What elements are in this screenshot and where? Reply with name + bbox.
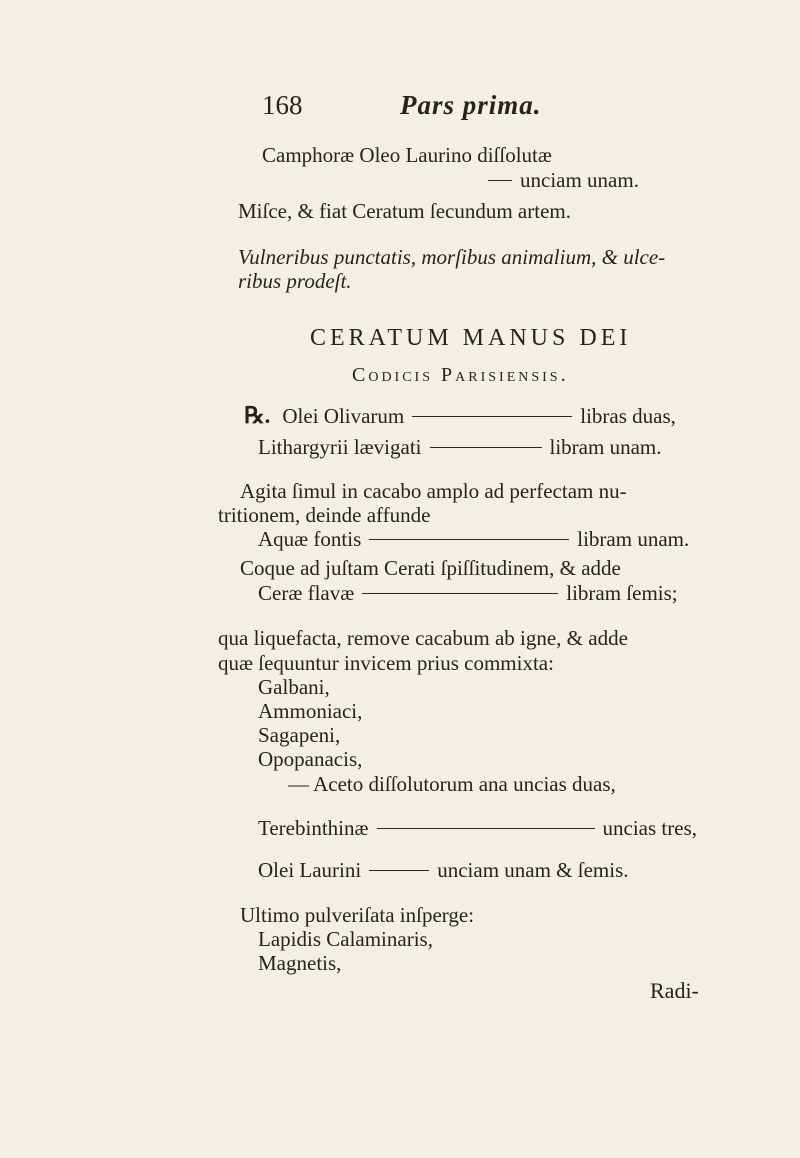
gum-item: Ammoniaci, (258, 699, 363, 723)
ingredient-name: Aquæ fontis (258, 527, 362, 551)
gum-item: Opopanacis, (258, 747, 363, 771)
ingredient-quantity: unciam unam & ſemis. (437, 858, 629, 882)
dash-rule (369, 539, 569, 540)
recipe-aquae-line (258, 526, 689, 552)
page-number: 168 (262, 90, 303, 120)
gum-item: Galbani, (258, 675, 330, 699)
coque-line-1: Coque ad juſtam Cerati ſpiſſitudinem, & adde (240, 556, 621, 580)
ingredient-name: Olei Laurini (258, 858, 362, 882)
ingredient-quantity: uncias tres, (602, 816, 697, 840)
running-title: Pars prima. (400, 90, 542, 120)
gum-item: Sagapeni, (258, 723, 341, 747)
recipe-lithargyrii-line (258, 434, 662, 460)
agita-line-1: Agita ſimul in cacabo amplo ad perfectam nu- (240, 479, 627, 503)
use-line-2: ribus prodeſt. (238, 269, 352, 293)
intro-quantity: unciam unam. (520, 168, 639, 192)
ingredient-name: Lithargyrii lævigati (258, 435, 422, 459)
dash-rule (488, 180, 512, 181)
ingredient-quantity: libras duas, (580, 404, 676, 428)
catchword: Radi- (650, 978, 699, 1003)
ultimo-line: Ultimo pulveriſata inſperge: (240, 903, 475, 927)
powder-item: Magnetis, (258, 951, 342, 975)
powder-item: Lapidis Calaminaris, (258, 927, 433, 951)
dash-rule (412, 416, 572, 417)
recipe-cerae-line (258, 580, 678, 606)
dash-rule (377, 828, 595, 829)
recipe-symbol: ℞. (244, 403, 271, 428)
intro-line-2 (480, 167, 639, 193)
aceto-line: — Aceto diſſolutorum ana uncias duas, (288, 772, 616, 796)
qua-line-2: quæ ſequuntur invicem prius commixta: (218, 651, 554, 675)
qua-line-1: qua liquefacta, remove cacabum ab igne, & adde (218, 626, 628, 650)
dash-rule (369, 870, 429, 871)
recipe-laurini-line (258, 857, 629, 883)
use-line-1: Vulneribus punctatis, morſibus animalium, & ulce- (238, 245, 666, 269)
intro-line-1: Camphoræ Oleo Laurino diſſolutæ (262, 143, 552, 167)
section-title: CERATUM MANUS DEI (310, 325, 632, 351)
recipe-terebinthinae-line (258, 815, 697, 841)
ingredient-quantity: libram unam. (577, 527, 690, 551)
recipe-olei-line (244, 403, 676, 429)
section-subtitle: Codicis Parisiensis. (352, 364, 569, 386)
dash-rule (362, 593, 558, 594)
dash-rule (430, 447, 542, 448)
ingredient-quantity: libram unam. (549, 435, 662, 459)
intro-line-3: Miſce, & fiat Ceratum ſecundum artem. (238, 199, 571, 223)
agita-line-2: tritionem, deinde affunde (218, 503, 431, 527)
ingredient-name: Olei Olivarum (282, 404, 405, 428)
ingredient-quantity: libram ſemis; (566, 581, 678, 605)
ingredient-name: Terebinthinæ (258, 816, 369, 840)
ingredient-name: Ceræ flavæ (258, 581, 355, 605)
